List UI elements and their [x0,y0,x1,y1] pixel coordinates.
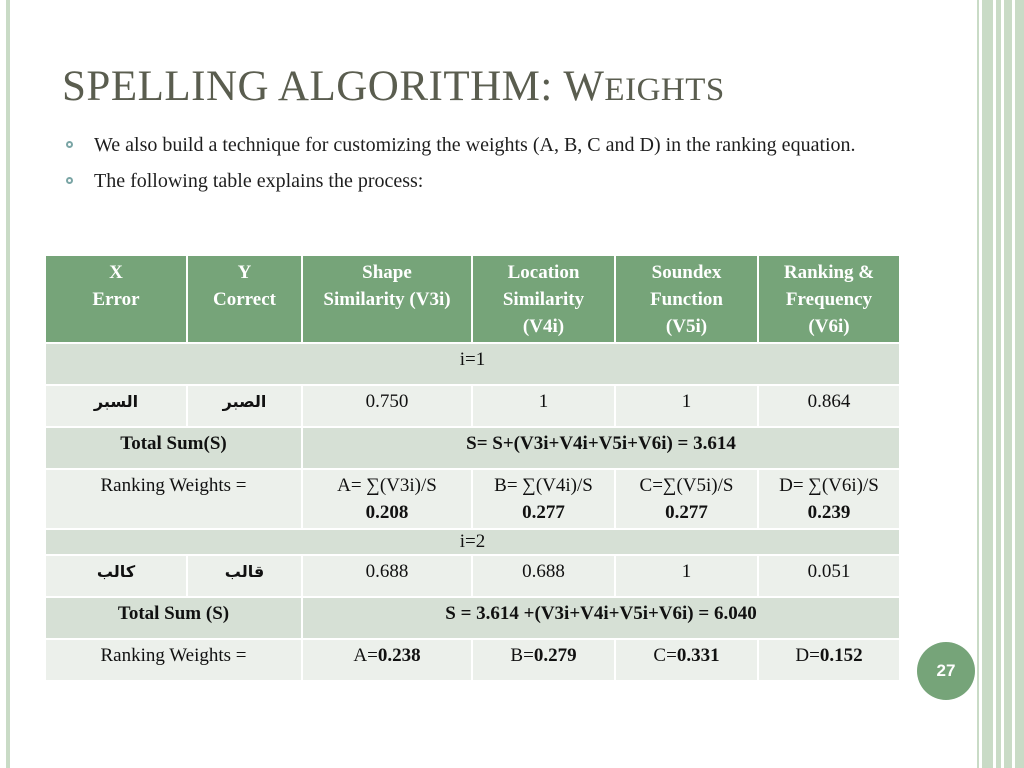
v5-cell: 1 [615,385,758,427]
bullet-item [62,168,912,195]
ranking-weights-row [45,639,900,681]
ranking-weights-row [45,469,900,529]
correct-word-cell: الصبر [187,385,302,427]
weight-a-cell: A=0.238 [302,639,472,681]
v6-cell: 0.864 [758,385,900,427]
error-word-cell: السبر [45,385,187,427]
header-y-correct: Y Correct [187,255,302,343]
weight-d-cell: D= ∑(V6i)/S 0.239 [758,469,900,529]
header-shape-similarity: Shape Similarity (V3i) [302,255,472,343]
iteration-label: i=2 [45,529,900,555]
header-soundex-function: Soundex Function (V5i) [615,255,758,343]
page-number: 27 [936,661,956,680]
slide-title [62,62,725,111]
bullet-text: The following table explains the process: [94,170,424,192]
bullet-item [62,132,912,159]
bullet-ring-icon [66,141,73,148]
right-decoration-stripe [1004,0,1012,768]
right-decoration-stripe [1015,0,1024,768]
v4-cell: 0.688 [472,555,615,597]
header-location-similarity: Location Similarity (V4i) [472,255,615,343]
total-sum-row [45,427,900,469]
right-decoration-stripe [977,0,979,768]
weight-d-cell: D=0.152 [758,639,900,681]
table-row [45,555,900,597]
weights-table [44,254,901,682]
iteration-row [45,529,900,555]
table-header-row [45,255,900,343]
left-decoration-bar [6,0,10,768]
total-sum-label: Total Sum (S) [45,597,302,639]
weight-b-cell: B=0.279 [472,639,615,681]
weight-b-cell: B= ∑(V4i)/S 0.277 [472,469,615,529]
right-decoration-stripe [982,0,993,768]
right-decoration-stripe [996,0,1001,768]
header-ranking-frequency: Ranking & Frequency (V6i) [758,255,900,343]
v6-cell: 0.051 [758,555,900,597]
v5-cell: 1 [615,555,758,597]
correct-word-cell: قالب [187,555,302,597]
total-sum-label: Total Sum(S) [45,427,302,469]
iteration-row [45,343,900,385]
v4-cell: 1 [472,385,615,427]
total-sum-row [45,597,900,639]
v3-cell: 0.750 [302,385,472,427]
bullet-list [62,132,912,204]
weight-c-cell: C=∑(V5i)/S 0.277 [615,469,758,529]
slide-title-main: SPELLING ALGORITHM: W [62,63,605,110]
weight-a-cell: A= ∑(V3i)/S 0.208 [302,469,472,529]
bullet-text: We also build a technique for customizing the weights (A, B, C and D) in the ranking equation. [94,134,856,156]
table-row [45,385,900,427]
total-sum-value: S = 3.614 +(V3i+V4i+V5i+V6i) = 6.040 [302,597,900,639]
ranking-weights-label: Ranking Weights = [45,469,302,529]
bullet-ring-icon [66,177,73,184]
error-word-cell: كالب [45,555,187,597]
total-sum-value: S= S+(V3i+V4i+V5i+V6i) = 3.614 [302,427,900,469]
ranking-weights-label: Ranking Weights = [45,639,302,681]
iteration-label: i=1 [45,343,900,385]
header-x-error: X Error [45,255,187,343]
v3-cell: 0.688 [302,555,472,597]
weight-c-cell: C=0.331 [615,639,758,681]
page-number-badge [917,642,975,700]
slide-title-tail: EIGHTS [604,72,725,108]
